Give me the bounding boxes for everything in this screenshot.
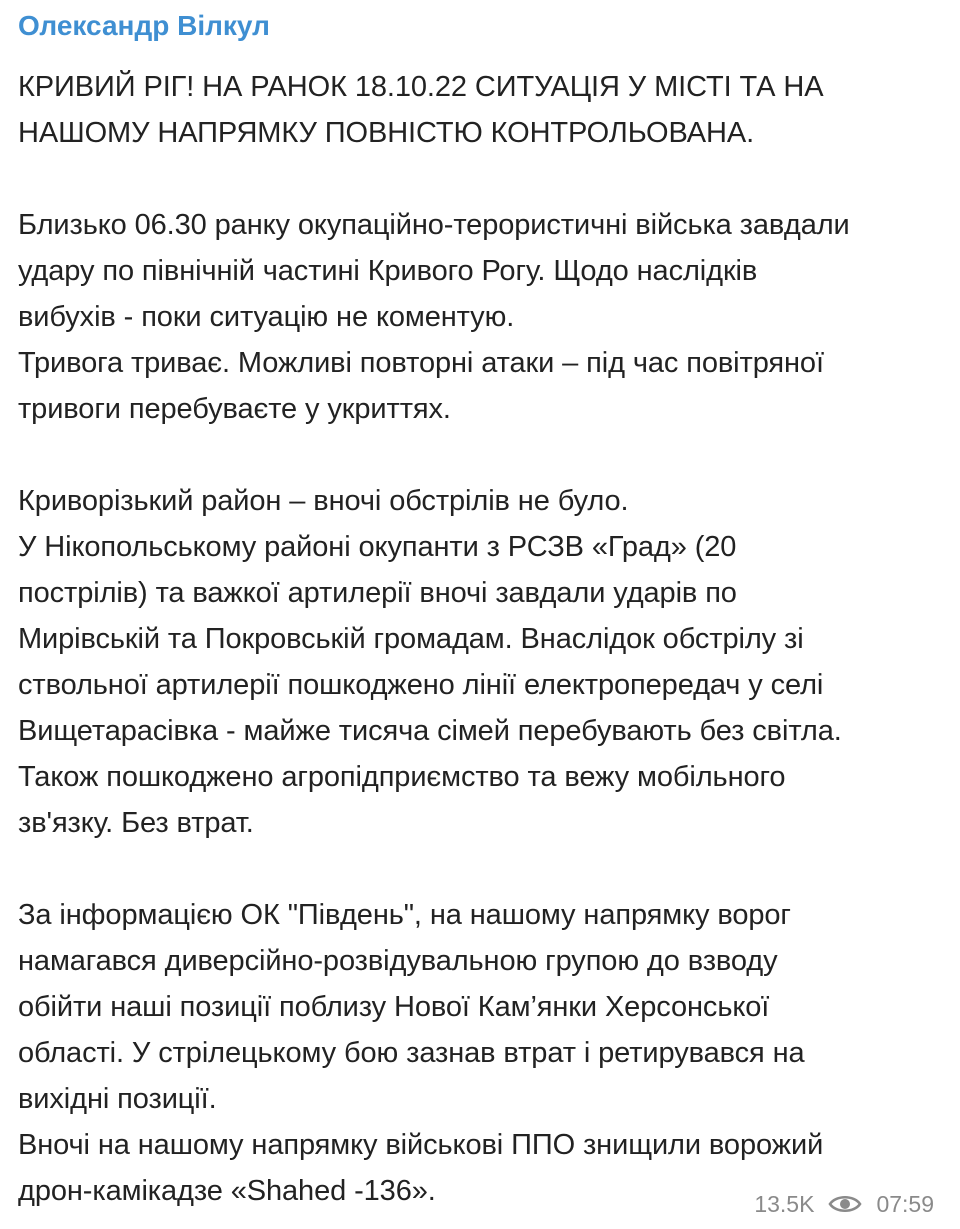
paragraph-gap (18, 846, 942, 892)
message-line: зв'язку. Без втрат. (18, 807, 254, 839)
message-line: Вночі на нашому напрямку військові ППО знищили ворожий (18, 1129, 824, 1161)
message-line: обійти наші позиції поблизу Нової Кам’янки Херсонської (18, 991, 770, 1023)
message-line: У Нікопольському районі окупанти з РСЗВ «Град» (20 (18, 531, 737, 563)
message-line: За інформацією ОК "Південь", на нашому напрямку ворог (18, 899, 791, 931)
message-line: Близько 06.30 ранку окупаційно-терористичні війська завдали (18, 209, 850, 241)
message-line: області. У стрілецькому бою зазнав втрат і ретирувався на (18, 1037, 805, 1069)
message-line: Криворізький район – вночі обстрілів не було. (18, 485, 629, 517)
message-line: удару по північній частині Кривого Рогу. Щодо наслідків (18, 255, 758, 287)
paragraph-gap (18, 156, 942, 202)
message-meta (754, 1189, 934, 1219)
message-line: тривоги перебуваєте у укриттях. (18, 393, 451, 425)
message-line: ствольної артилерії пошкоджено лінії електропередач у селі (18, 669, 824, 701)
author-name[interactable]: Олександр Вілкул (18, 10, 270, 41)
paragraph-gap (18, 432, 942, 478)
message-line: Тривога триває. Можливі повторні атаки – під час повітряної (18, 347, 824, 379)
message-line: КРИВИЙ РІГ! НА РАНОК 18.10.22 СИТУАЦІЯ У МІСТІ ТА НА (18, 71, 824, 103)
view-count: 13.5K (754, 1191, 815, 1217)
message-line: намагався диверсійно-розвідувальною групою до взводу (18, 945, 778, 977)
message-line: Вищетарасівка - майже тисяча сімей перебувають без світла. (18, 715, 842, 747)
eye-icon (828, 1193, 862, 1215)
message-line: пострілів) та важкої артилерії вночі завдали ударів по (18, 577, 737, 609)
message-line: дрон-камікадзе «Shahed -136». (18, 1175, 436, 1207)
message-line: Також пошкоджено агропідприємство та вежу мобільного (18, 761, 786, 793)
message-text (18, 64, 942, 1214)
message-line: вибухів - поки ситуацію не коментую. (18, 301, 515, 333)
message-line: НАШОМУ НАПРЯМКУ ПОВНІСТЮ КОНТРОЛЬОВАНА. (18, 117, 755, 149)
message-line: вихідні позиції. (18, 1083, 217, 1115)
message-time: 07:59 (876, 1191, 934, 1217)
message-line: Мирівській та Покровській громадам. Внаслідок обстрілу зі (18, 623, 804, 655)
